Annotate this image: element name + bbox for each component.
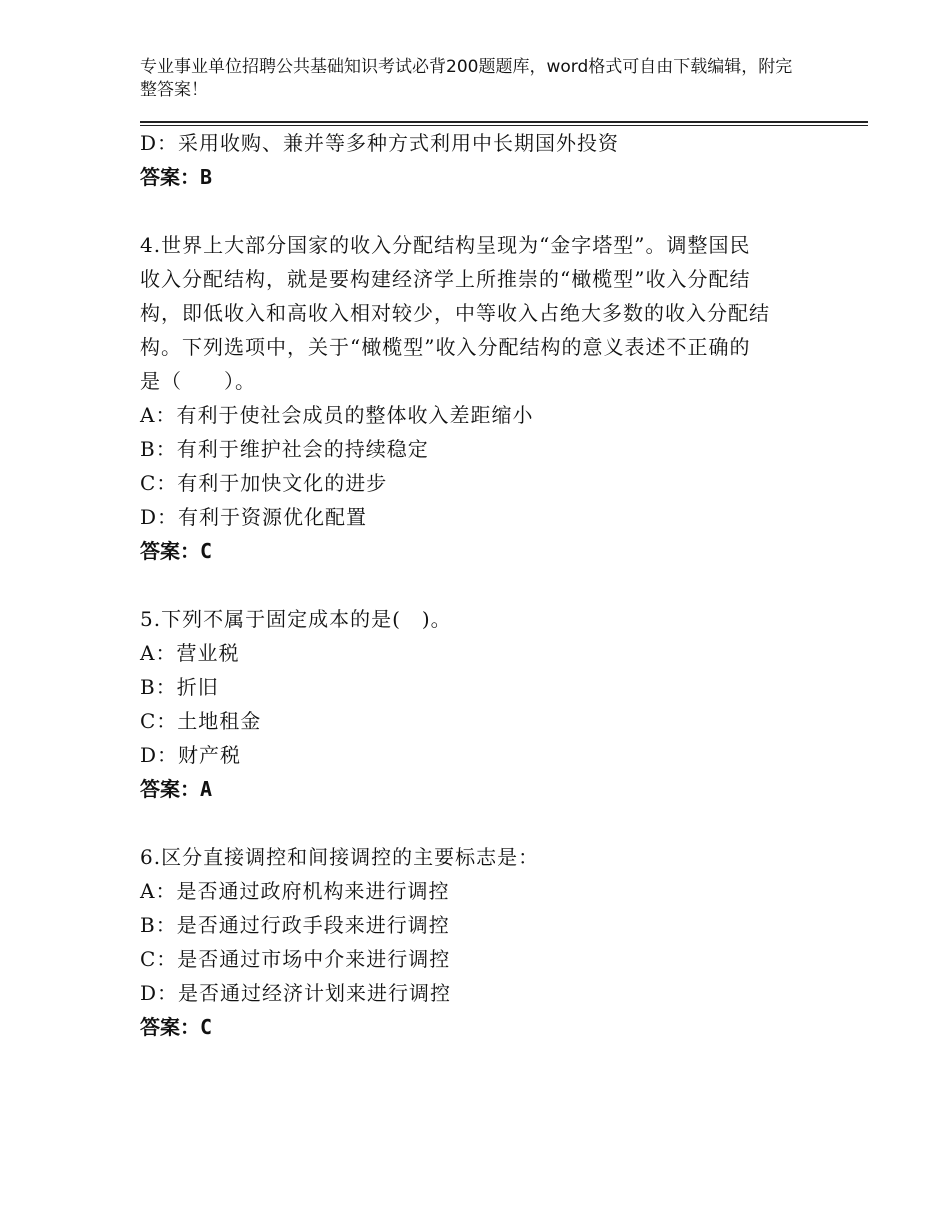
option-d: D：是否通过经济计划来进行调控 bbox=[140, 981, 452, 1005]
question-6 bbox=[140, 840, 800, 1044]
answer-line bbox=[140, 772, 800, 806]
question-5 bbox=[140, 602, 800, 806]
answer-label: 答案： bbox=[140, 165, 200, 189]
spacer bbox=[140, 194, 800, 228]
option-c: C：是否通过市场中介来进行调控 bbox=[140, 947, 451, 971]
question-stem-line: 构。下列选项中，关于“橄榄型”收入分配结构的意义表述不正确的 bbox=[140, 335, 751, 359]
option-a: A：营业税 bbox=[140, 641, 240, 665]
answer-label: 答案： bbox=[140, 1015, 200, 1039]
question-stem-line: 4.世界上大部分国家的收入分配结构呈现为“金字塔型”。调整国民 bbox=[140, 233, 751, 257]
question-stem-line: 是（ ）。 bbox=[140, 369, 256, 393]
answer-value: A bbox=[200, 777, 213, 801]
option-d: D：有利于资源优化配置 bbox=[140, 505, 368, 529]
answer-value: C bbox=[200, 1015, 213, 1039]
question-stem-line: 构，即低收入和高收入相对较少，中等收入占绝大多数的收入分配结 bbox=[140, 301, 770, 325]
question-stem-line: 收入分配结构，就是要构建经济学上所推崇的“橄榄型”收入分配结 bbox=[140, 267, 751, 291]
option-c: C：有利于加快文化的进步 bbox=[140, 471, 388, 495]
option-b: B：折旧 bbox=[140, 675, 219, 699]
question-content bbox=[140, 126, 800, 1044]
spacer bbox=[140, 806, 800, 840]
header-rule-thick bbox=[140, 121, 868, 123]
answer-label: 答案： bbox=[140, 777, 200, 801]
answer-line bbox=[140, 160, 800, 194]
question-stem-line: 6.区分直接调控和间接调控的主要标志是： bbox=[140, 845, 540, 869]
option-c: C：土地租金 bbox=[140, 709, 262, 733]
option-b: B：有利于维护社会的持续稳定 bbox=[140, 437, 429, 461]
option-a: A：有利于使社会成员的整体收入差距缩小 bbox=[140, 403, 534, 427]
question-4 bbox=[140, 228, 800, 568]
answer-value: C bbox=[200, 539, 213, 563]
option-d: D：采用收购、兼并等多种方式利用中长期国外投资 bbox=[140, 131, 620, 155]
answer-label: 答案： bbox=[140, 539, 200, 563]
page-header: 专业事业单位招聘公共基础知识考试必背200题题库，word格式可自由下载编辑，附完整答案！ bbox=[140, 57, 793, 100]
option-b: B：是否通过行政手段来进行调控 bbox=[140, 913, 450, 937]
answer-line bbox=[140, 534, 800, 568]
answer-value: B bbox=[200, 165, 213, 189]
spacer bbox=[140, 568, 800, 602]
answer-line bbox=[140, 1010, 800, 1044]
question-stem-line: 5.下列不属于固定成本的是( )。 bbox=[140, 607, 452, 631]
option-a: A：是否通过政府机构来进行调控 bbox=[140, 879, 450, 903]
option-d: D：财产税 bbox=[140, 743, 242, 767]
